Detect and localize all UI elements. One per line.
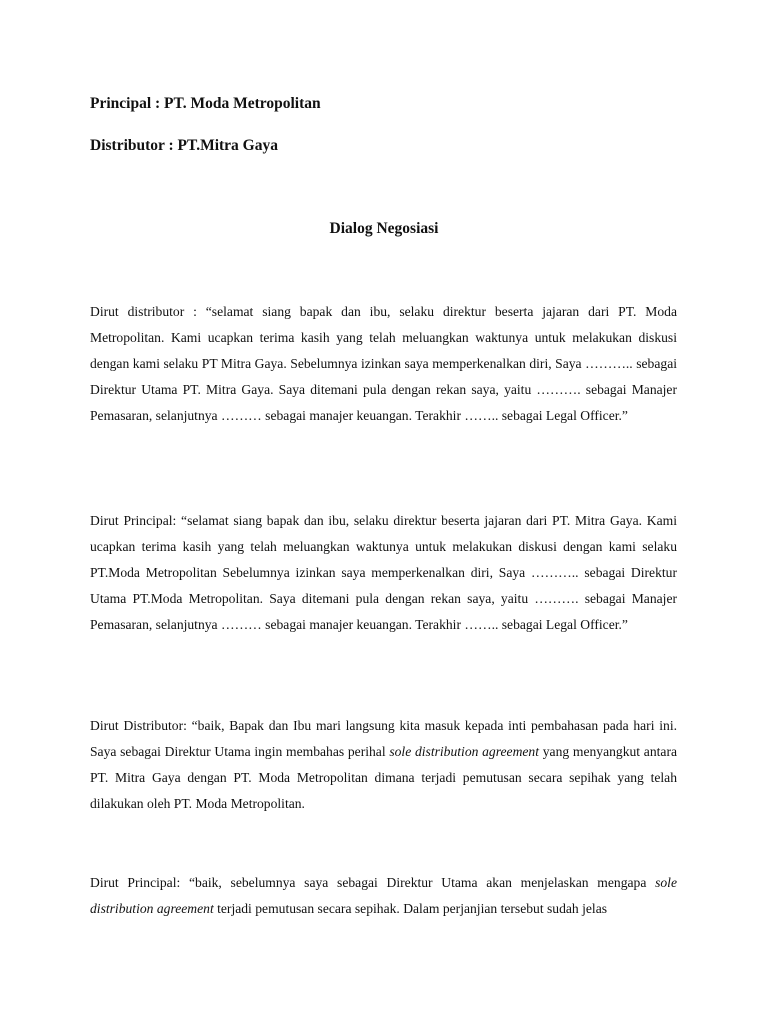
paragraph-text: terjadi pemutusan secara sepihak. Dalam perjanjian tersebut sudah jelas [213, 901, 608, 916]
paragraph-text: yang menyangkut antara PT. Mitra Gaya dengan PT. Moda Metropolitan dimana terjadi pemutusan secara sepihak yang telah dilakukan oleh PT. Moda Metropolitan. [90, 744, 678, 811]
emphasis-term: sole distribution agreement [389, 744, 540, 759]
principal-heading: Principal : PT. Moda Metropolitan [90, 95, 321, 112]
paragraph-dirut-distributor-topic [90, 713, 677, 817]
paragraph-dirut-principal-response [90, 870, 677, 922]
paragraph-dirut-principal-intro: Dirut Principal: “selamat siang bapak dan ibu, selaku direktur beserta jajaran dari PT. Mitra Gaya. Kami ucapkan terima kasih yang telah meluangkan waktunya untuk melakukan diskusi dengan kami selaku PT.Moda Metropolitan Sebelumnya izinkan saya memperkenalkan diri, Saya ……….. sebagai Direktur Utama PT.Moda Metropolitan. Saya ditemani pula dengan rekan saya, yaitu ………. sebagai Manajer Pemasaran, selanjutnya ……… sebagai manajer keuangan. Terakhir …….. sebagai Legal Officer.” [90, 513, 677, 632]
emphasis-term: sole distribution agreement [90, 875, 677, 916]
paragraph-dirut-distributor-intro: Dirut distributor : “selamat siang bapak dan ibu, selaku direktur beserta jajaran dari PT. Moda Metropolitan. Kami ucapkan terima kasih yang telah meluangkan waktunya untuk melakukan diskusi dengan kami selaku PT Mitra Gaya. Sebelumnya izinkan saya memperkenalkan diri, Saya ……….. sebagai Direktur Utama PT. Mitra Gaya. Saya ditemani pula dengan rekan saya, yaitu ………. sebagai Manajer Pemasaran, selanjutnya ……… sebagai manajer keuangan. Terakhir …….. sebagai Legal Officer.” [90, 304, 677, 423]
document-title: Dialog Negosiasi [329, 220, 439, 237]
paragraph-text: Dirut Principal: “baik, sebelumnya saya sebagai Direktur Utama akan menjelaskan mengapa [90, 875, 656, 890]
distributor-heading: Distributor : PT.Mitra Gaya [90, 137, 278, 154]
paragraph-text: Dirut Distributor: “baik, Bapak dan Ibu mari langsung kita masuk kepada inti pembahasan pada hari ini. Saya sebagai Direktur Utama ingin membahas perihal [90, 718, 677, 759]
